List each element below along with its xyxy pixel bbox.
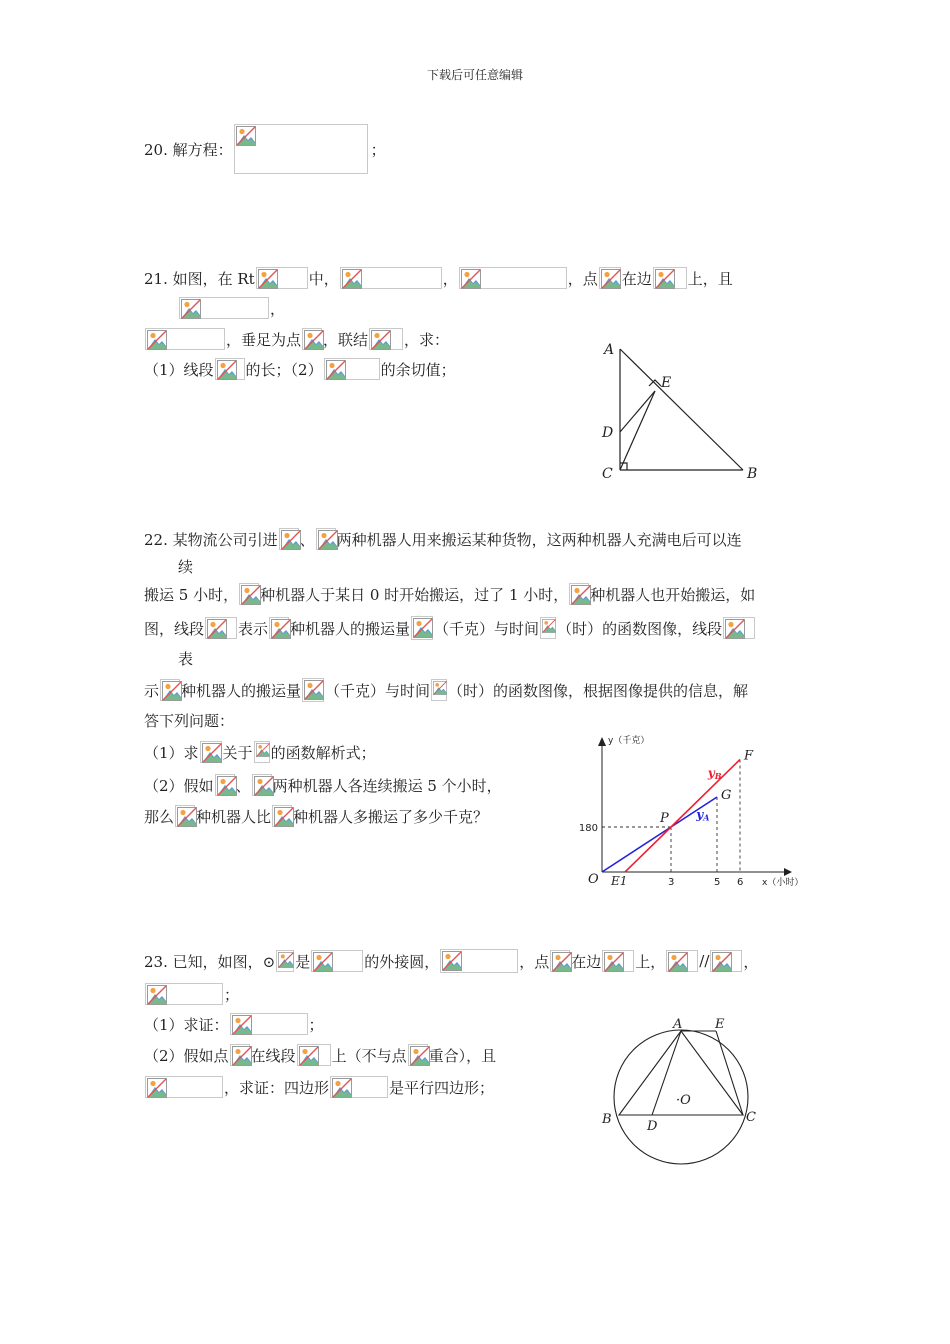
q23-text: 是	[295, 952, 311, 971]
variable-y-image-icon	[411, 616, 433, 640]
function-y-image-icon	[200, 741, 222, 763]
q22-text: 种机器人也开始搬运，如	[590, 585, 756, 604]
q21-text: 中，	[308, 269, 339, 288]
proof-target-image-icon	[230, 1013, 308, 1035]
segment-image-icon	[666, 950, 698, 972]
q22-text: 表	[178, 650, 194, 668]
segment-de	[620, 391, 655, 432]
segment-image-icon	[297, 1044, 331, 1066]
q20-suffix: ；	[370, 140, 386, 159]
q22-text: 图，线段	[144, 619, 205, 638]
q21-text: ，点	[567, 269, 598, 288]
x-tick-label: 3	[668, 877, 675, 888]
q21-text: 21. 如图，在 Rt	[144, 269, 255, 288]
q23-text: //	[699, 952, 710, 970]
question-21-line-1	[144, 267, 733, 289]
robot-image-icon	[269, 617, 289, 639]
question-22-line-7	[144, 774, 502, 796]
q21-text: 在边	[621, 269, 652, 288]
q21-text: ，求：	[404, 330, 450, 349]
y-axis-arrow	[598, 737, 606, 746]
q23-text: 上，	[635, 952, 666, 971]
x-tick-label: 6	[737, 877, 744, 888]
robot-load-chart	[572, 728, 812, 896]
side-image-icon	[653, 267, 687, 289]
label-e: E	[715, 1017, 725, 1032]
q22-text: （时）的函数图像，线段	[557, 619, 723, 638]
q21-text: （1）线段	[144, 360, 214, 379]
q22-text: 那么	[144, 807, 175, 826]
origin-label: O	[588, 872, 599, 887]
q22-text: （1）求	[144, 743, 199, 762]
circumcircle-figure	[596, 1008, 766, 1174]
right-triangle-figure	[590, 335, 770, 485]
q20-prefix: 20. 解方程：	[144, 140, 233, 159]
question-22-line-4	[144, 678, 748, 702]
q22-text: 种机器人的搬运量	[181, 681, 302, 700]
q22-text: 两种机器人用来搬运某种货物，这两种机器人充满电后可以连	[336, 530, 742, 549]
question-22-line-5	[144, 710, 234, 731]
question-22-line-1-wrap	[178, 556, 193, 577]
condition-image-icon	[145, 1076, 223, 1098]
q23-text: ；	[308, 1015, 324, 1034]
q23-text: 是平行四边形；	[389, 1078, 495, 1097]
point-image-icon	[550, 950, 570, 972]
side-image-icon	[602, 950, 634, 972]
robot-a-image-icon	[279, 528, 299, 550]
series-label-yB: yB	[707, 766, 722, 781]
robot-b-image-icon	[569, 583, 589, 605]
y-axis-label: y（千克）	[608, 736, 650, 746]
q22-text: 的函数解析式；	[270, 743, 376, 762]
angle-image-icon	[324, 358, 380, 380]
variable-y-image-icon	[302, 678, 324, 702]
q23-text: 23. 已知，如图，⊙	[144, 952, 276, 971]
question-23-line-3	[144, 1013, 324, 1035]
q22-text: 答下列问题：	[144, 712, 235, 730]
y-tick-label: 180	[578, 823, 598, 834]
question-23-line-5	[144, 1076, 494, 1098]
q22-text: 种机器人于某日 0 时开始搬运，过了 1 小时，	[260, 585, 569, 604]
x-tick-label: 5	[714, 877, 721, 888]
label-o: ·O	[676, 1093, 691, 1108]
label-e: E	[661, 375, 672, 391]
segment-image-icon	[205, 617, 237, 639]
condition-image-icon	[440, 949, 518, 973]
series-label-yA: yA	[696, 807, 710, 823]
x-axis-arrow	[784, 868, 792, 876]
label-b: B	[602, 1112, 612, 1127]
q23-text: ，	[743, 952, 759, 971]
label-c: C	[746, 1110, 756, 1125]
q23-text: （2）假如点	[144, 1046, 229, 1065]
question-20	[144, 124, 386, 174]
robot-image-icon	[175, 805, 195, 827]
triangle-image-icon	[256, 267, 308, 289]
q22-text: （千克）与时间	[325, 681, 431, 700]
robot-image-icon	[160, 679, 180, 701]
q23-text: （1）求证：	[144, 1015, 229, 1034]
q22-text: 、	[299, 530, 315, 549]
label-b: B	[747, 466, 758, 482]
end-label-F: F	[744, 748, 754, 764]
question-23-line-1	[144, 949, 758, 973]
q22-text: （2）假如	[144, 776, 214, 795]
end-label-G: G	[721, 788, 732, 803]
segment-image-icon	[215, 358, 245, 380]
point-label-p: P	[660, 811, 669, 826]
q22-text: （千克）与时间	[434, 619, 540, 638]
robot-b-image-icon	[316, 528, 336, 550]
q23-text: ，求证：四边形	[224, 1078, 330, 1097]
segment-ec	[716, 1031, 743, 1115]
point-image-icon	[408, 1044, 428, 1066]
q22-text: 两种机器人各连续搬运 5 个小时，	[272, 776, 502, 795]
q21-text: 的余切值；	[380, 360, 456, 379]
q22-text: 续	[178, 558, 194, 576]
segment-image-icon	[723, 617, 755, 639]
q21-text: 上，且	[687, 269, 733, 288]
point-image-icon	[302, 328, 322, 350]
variable-x-image-icon	[431, 679, 447, 701]
page-header-note: 下载后可任意编辑	[426, 68, 523, 82]
robot-b-image-icon	[252, 774, 272, 796]
question-22-line-3	[144, 616, 756, 640]
q23-text: 重合），且	[428, 1046, 497, 1065]
q23-text: ；	[224, 985, 240, 1004]
question-23-line-2	[144, 983, 239, 1005]
label-a: A	[673, 1017, 683, 1032]
q21-text: ，垂足为点	[226, 330, 302, 349]
variable-x-image-icon	[254, 741, 270, 763]
q22-text: 种机器人的搬运量	[290, 619, 411, 638]
q22-text: 、	[235, 776, 251, 795]
label-d: D	[602, 425, 614, 441]
x-axis-label: x（小时）	[762, 878, 804, 888]
quadrilateral-image-icon	[330, 1076, 388, 1098]
question-21-line-4	[144, 358, 456, 380]
question-21-line-2	[178, 297, 285, 319]
q23-text: ，点	[519, 952, 550, 971]
point-image-icon	[599, 267, 621, 289]
robot-a-image-icon	[239, 583, 259, 605]
q22-text: 关于	[222, 743, 253, 762]
robot-a-image-icon	[215, 774, 235, 796]
segment-image-icon	[369, 328, 403, 350]
label-a: A	[604, 342, 615, 358]
q22-text: 种机器人多搬运了多少千克？	[293, 807, 489, 826]
angle-condition-image-icon	[340, 267, 442, 289]
robot-image-icon	[272, 805, 292, 827]
q22-text: 22. 某物流公司引进	[144, 530, 278, 549]
segment-ce	[620, 391, 655, 470]
x-tick-label: E1	[611, 874, 628, 888]
q23-text: 上（不与点	[331, 1046, 407, 1065]
q21-text: ，	[270, 299, 286, 318]
segment-image-icon	[710, 950, 742, 972]
q21-text: 的长；（2）	[245, 360, 323, 379]
triangle-image-icon	[311, 950, 363, 972]
q23-text: 在边	[571, 952, 602, 971]
q21-text: ，联结	[323, 330, 369, 349]
q23-text: 在线段	[250, 1046, 296, 1065]
question-22-line-1	[144, 528, 742, 550]
q22-text: 搬运 5 小时，	[144, 585, 239, 604]
series-line-yB	[625, 760, 740, 873]
q22-text: （时）的函数图像，根据图像提供的信息，解	[448, 681, 749, 700]
segment-condition-image-icon	[179, 297, 269, 319]
question-23-line-4	[144, 1044, 496, 1066]
label-d: D	[647, 1119, 658, 1134]
circle-center-image-icon	[276, 950, 294, 972]
question-22-line-2	[144, 583, 755, 605]
question-21-line-3	[144, 328, 449, 350]
question-22-line-6	[144, 741, 376, 763]
length-condition-image-icon	[459, 267, 567, 289]
q23-text: 的外接圆，	[364, 952, 440, 971]
point-image-icon	[230, 1044, 250, 1066]
label-c: C	[602, 466, 613, 482]
question-22-line-8	[144, 805, 488, 827]
q22-text: 表示	[238, 619, 269, 638]
condition-image-icon	[145, 983, 223, 1005]
q21-text: ，	[442, 269, 458, 288]
perpendicular-image-icon	[145, 328, 225, 350]
equation-image-icon	[234, 124, 368, 174]
question-22-line-3-wrap	[178, 648, 193, 669]
q22-text: 种机器人比	[196, 807, 272, 826]
q22-text: 示	[144, 681, 160, 700]
variable-x-image-icon	[540, 617, 556, 639]
